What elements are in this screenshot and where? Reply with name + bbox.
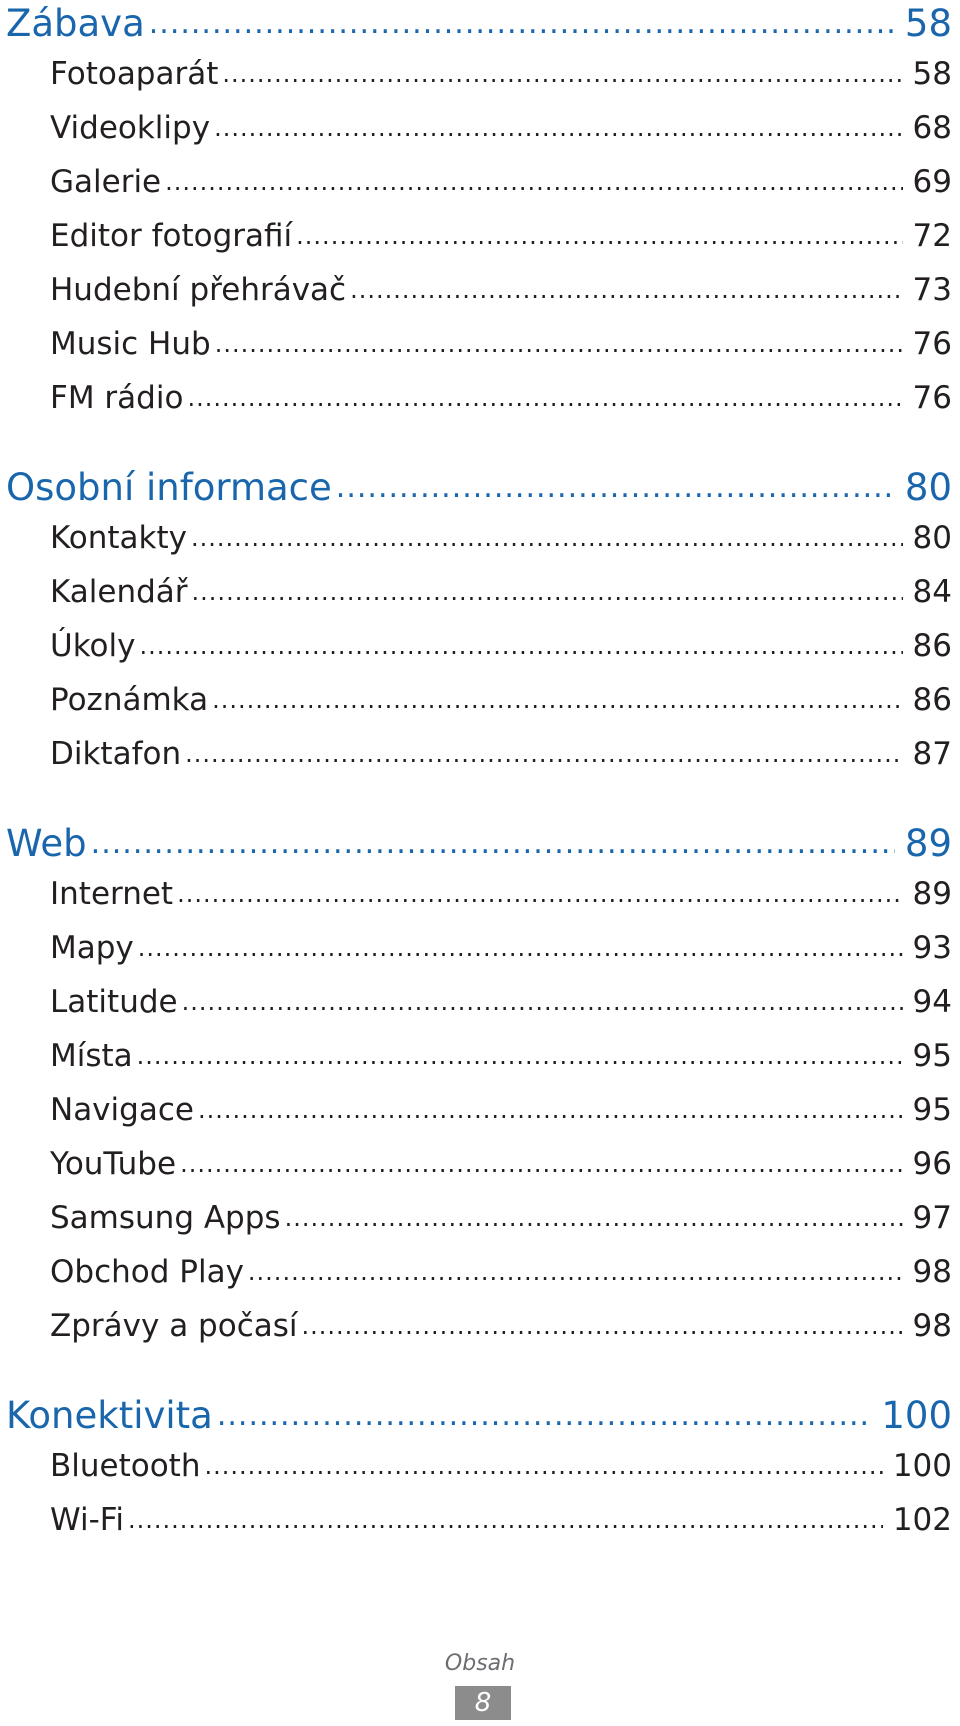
dot-leader xyxy=(296,216,902,256)
section-heading-web[interactable] xyxy=(6,820,952,868)
dot-leader xyxy=(205,1446,883,1486)
section-title: Zábava xyxy=(6,2,145,45)
entry-page-number: 76 xyxy=(912,380,952,416)
entry-page-number: 95 xyxy=(912,1038,952,1074)
toc-entry[interactable] xyxy=(50,572,952,612)
entry-page-number: 102 xyxy=(892,1502,952,1538)
section-page-number: 89 xyxy=(904,822,952,865)
dot-leader xyxy=(137,1036,903,1076)
entry-page-number: 100 xyxy=(892,1448,952,1484)
dot-leader xyxy=(139,626,902,666)
entry-page-number: 94 xyxy=(912,984,952,1020)
section-heading-konektivita[interactable] xyxy=(6,1392,952,1440)
entry-title: Místa xyxy=(50,1038,133,1074)
section-page-number: 100 xyxy=(881,1394,952,1437)
entry-title: Diktafon xyxy=(50,736,182,772)
dot-leader xyxy=(128,1500,883,1540)
toc-entry[interactable] xyxy=(50,1036,952,1076)
dot-leader xyxy=(182,982,903,1022)
entry-page-number: 58 xyxy=(912,56,952,92)
toc-entry[interactable] xyxy=(50,1252,952,1292)
dot-leader xyxy=(198,1090,903,1130)
dot-leader xyxy=(191,518,903,558)
toc-entry[interactable] xyxy=(50,1500,952,1540)
section-title: Konektivita xyxy=(6,1394,213,1437)
toc-entry[interactable] xyxy=(50,680,952,720)
entry-page-number: 98 xyxy=(912,1308,952,1344)
entry-page-number: 98 xyxy=(912,1254,952,1290)
dot-leader xyxy=(91,820,895,868)
dot-leader xyxy=(285,1198,903,1238)
dot-leader xyxy=(217,1392,872,1440)
entry-title: YouTube xyxy=(50,1146,177,1182)
entry-title: Latitude xyxy=(50,984,178,1020)
toc-entry[interactable] xyxy=(50,518,952,558)
toc-entry[interactable] xyxy=(50,928,952,968)
entry-title: Galerie xyxy=(50,164,162,200)
dot-leader xyxy=(302,1306,903,1346)
entry-page-number: 69 xyxy=(912,164,952,200)
entry-title: Hudební přehrávač xyxy=(50,272,347,308)
toc-entry[interactable] xyxy=(50,378,952,418)
dot-leader xyxy=(214,108,902,148)
entry-title: Zprávy a počasí xyxy=(50,1308,298,1344)
entry-page-number: 84 xyxy=(912,574,952,610)
entry-page-number: 96 xyxy=(912,1146,952,1182)
entry-title: Samsung Apps xyxy=(50,1200,281,1236)
entry-title: Wi-Fi xyxy=(50,1502,124,1538)
toc-entry[interactable] xyxy=(50,874,952,914)
entry-page-number: 89 xyxy=(912,876,952,912)
toc-entry[interactable] xyxy=(50,270,952,310)
entry-title: Úkoly xyxy=(50,628,136,664)
dot-leader xyxy=(187,378,902,418)
entry-page-number: 86 xyxy=(912,628,952,664)
section-page-number: 58 xyxy=(904,2,952,45)
entry-page-number: 73 xyxy=(912,272,952,308)
toc-entry[interactable] xyxy=(50,162,952,202)
dot-leader xyxy=(248,1252,903,1292)
dot-leader xyxy=(185,734,902,774)
entry-title: Videoklipy xyxy=(50,110,211,146)
section-title: Osobní informace xyxy=(6,466,332,509)
toc-entry[interactable] xyxy=(50,626,952,666)
entry-page-number: 93 xyxy=(912,930,952,966)
toc-entry[interactable] xyxy=(50,1306,952,1346)
entry-page-number: 68 xyxy=(912,110,952,146)
footer-page-number: 8 xyxy=(455,1686,511,1720)
entry-page-number: 97 xyxy=(912,1200,952,1236)
entry-title: Obchod Play xyxy=(50,1254,244,1290)
dot-leader xyxy=(138,928,903,968)
section-heading-osobni-informace[interactable] xyxy=(6,464,952,512)
entry-title: Editor fotografií xyxy=(50,218,293,254)
toc-entry[interactable] xyxy=(50,982,952,1022)
entry-page-number: 80 xyxy=(912,520,952,556)
dot-leader xyxy=(165,162,902,202)
entry-page-number: 72 xyxy=(912,218,952,254)
section-title: Web xyxy=(6,822,87,865)
section-heading-zabava[interactable] xyxy=(6,0,952,48)
dot-leader xyxy=(192,572,903,612)
toc-entry[interactable] xyxy=(50,1198,952,1238)
toc-entry[interactable] xyxy=(50,734,952,774)
dot-leader xyxy=(336,464,895,512)
toc-entry[interactable] xyxy=(50,1090,952,1130)
entry-title: Kontakty xyxy=(50,520,188,556)
entry-page-number: 95 xyxy=(912,1092,952,1128)
toc-entry[interactable] xyxy=(50,1144,952,1184)
entry-page-number: 76 xyxy=(912,326,952,362)
toc-entry[interactable] xyxy=(50,108,952,148)
entry-title: Fotoaparát xyxy=(50,56,219,92)
dot-leader xyxy=(180,1144,902,1184)
entry-title: Navigace xyxy=(50,1092,194,1128)
toc-entry[interactable] xyxy=(50,216,952,256)
toc-entry[interactable] xyxy=(50,324,952,364)
entry-title: Poznámka xyxy=(50,682,209,718)
section-page-number: 80 xyxy=(904,466,952,509)
entry-title: Music Hub xyxy=(50,326,211,362)
entry-page-number: 87 xyxy=(912,736,952,772)
toc-entry[interactable] xyxy=(50,1446,952,1486)
dot-leader xyxy=(149,0,895,48)
entry-page-number: 86 xyxy=(912,682,952,718)
dot-leader xyxy=(350,270,902,310)
entry-title: Bluetooth xyxy=(50,1448,201,1484)
entry-title: FM rádio xyxy=(50,380,184,416)
entry-title: Mapy xyxy=(50,930,134,966)
entry-title: Internet xyxy=(50,876,174,912)
entry-title: Kalendář xyxy=(50,574,188,610)
toc-entry[interactable] xyxy=(50,54,952,94)
dot-leader xyxy=(222,54,902,94)
dot-leader xyxy=(215,324,903,364)
footer-section-label: Obsah xyxy=(444,1651,516,1676)
dot-leader xyxy=(177,874,902,914)
dot-leader xyxy=(212,680,902,720)
